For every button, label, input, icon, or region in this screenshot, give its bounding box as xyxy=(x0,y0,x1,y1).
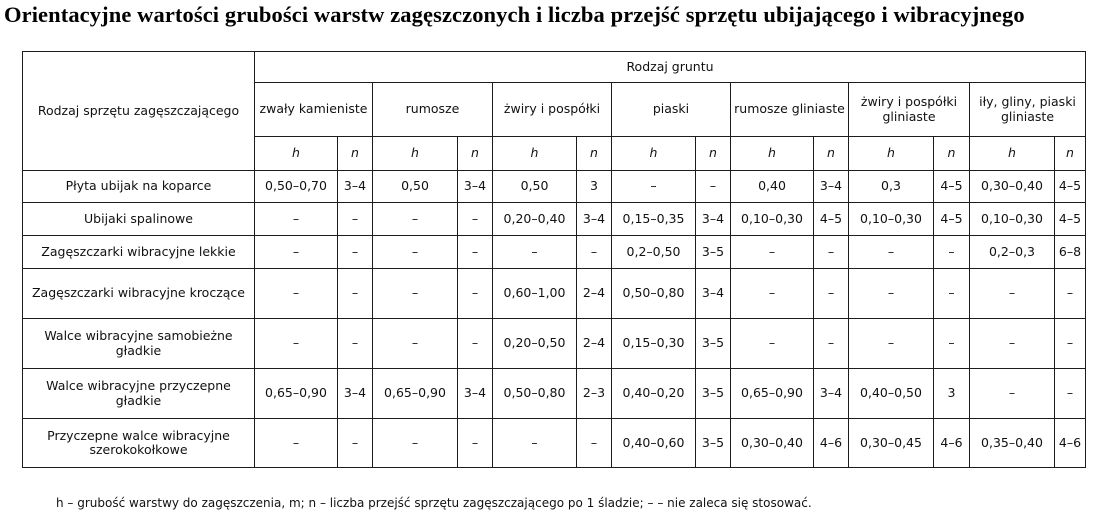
equipment-name: Walce wibracyjne przyczepne gładkie xyxy=(23,369,255,419)
passes-value: – xyxy=(338,203,373,236)
thickness-value: 0,40–0,50 xyxy=(849,369,934,419)
thickness-value: – xyxy=(493,419,577,468)
compaction-table xyxy=(22,51,1086,468)
thickness-value: – xyxy=(373,236,458,269)
passes-value: 2–4 xyxy=(577,319,612,369)
passes-value: – xyxy=(934,319,970,369)
thickness-value: – xyxy=(849,236,934,269)
passes-value: – xyxy=(338,319,373,369)
passes-value: – xyxy=(338,419,373,468)
n-column-header: n xyxy=(458,137,493,171)
passes-value: 2–3 xyxy=(577,369,612,419)
passes-value: 3 xyxy=(934,369,970,419)
thickness-value: 0,40–0,60 xyxy=(612,419,696,468)
thickness-value: 0,15–0,30 xyxy=(612,319,696,369)
thickness-value: 0,10–0,30 xyxy=(970,203,1055,236)
thickness-value: 0,50 xyxy=(493,171,577,203)
equipment-name: Walce wibracyjne samobieżne gładkie xyxy=(23,319,255,369)
thickness-value: – xyxy=(255,269,338,319)
thickness-value: – xyxy=(970,269,1055,319)
passes-value: – xyxy=(814,269,849,319)
passes-value: 3–4 xyxy=(814,369,849,419)
soil-type-header: Rodzaj gruntu xyxy=(255,52,1086,83)
passes-value: 3–4 xyxy=(458,369,493,419)
passes-value: 3 xyxy=(577,171,612,203)
thickness-value: 0,50 xyxy=(373,171,458,203)
thickness-value: 0,40–0,20 xyxy=(612,369,696,419)
soil-type-name: żwiry i pospółki gliniaste xyxy=(849,83,970,137)
table-row xyxy=(23,236,1086,269)
thickness-value: – xyxy=(255,236,338,269)
thickness-value: 0,10–0,30 xyxy=(849,203,934,236)
passes-value: – xyxy=(1055,369,1086,419)
thickness-value: 0,30–0,40 xyxy=(970,171,1055,203)
equipment-name: Zagęszczarki wibracyjne kroczące xyxy=(23,269,255,319)
h-column-header: h xyxy=(373,137,458,171)
soil-type-name: rumosze gliniaste xyxy=(731,83,849,137)
soil-type-name: żwiry i pospółki xyxy=(493,83,612,137)
h-column-header: h xyxy=(493,137,577,171)
thickness-value: – xyxy=(970,319,1055,369)
n-column-header: n xyxy=(814,137,849,171)
passes-value: 4–6 xyxy=(934,419,970,468)
passes-value: 3–5 xyxy=(696,369,731,419)
passes-value: – xyxy=(458,203,493,236)
h-column-header: h xyxy=(970,137,1055,171)
thickness-value: – xyxy=(255,203,338,236)
passes-value: – xyxy=(458,419,493,468)
passes-value: – xyxy=(1055,319,1086,369)
table-row xyxy=(23,369,1086,419)
passes-value: 3–4 xyxy=(338,171,373,203)
equipment-name: Przyczepne walce wibracyjne szerokokołkowe xyxy=(23,419,255,468)
passes-value: – xyxy=(577,419,612,468)
thickness-value: 0,65–0,90 xyxy=(255,369,338,419)
thickness-value: 0,50–0,80 xyxy=(612,269,696,319)
thickness-value: 0,60–1,00 xyxy=(493,269,577,319)
passes-value: 3–4 xyxy=(696,203,731,236)
h-column-header: h xyxy=(849,137,934,171)
passes-value: 4–5 xyxy=(814,203,849,236)
thickness-value: 0,30–0,45 xyxy=(849,419,934,468)
passes-value: – xyxy=(338,236,373,269)
equipment-name: Ubijaki spalinowe xyxy=(23,203,255,236)
thickness-value: – xyxy=(849,319,934,369)
table-row xyxy=(23,203,1086,236)
passes-value: 3–5 xyxy=(696,319,731,369)
passes-value: 4–5 xyxy=(934,203,970,236)
thickness-value: 0,65–0,90 xyxy=(731,369,814,419)
passes-value: 4–5 xyxy=(934,171,970,203)
thickness-value: – xyxy=(731,236,814,269)
thickness-value: – xyxy=(373,319,458,369)
thickness-value: – xyxy=(373,269,458,319)
table-row xyxy=(23,419,1086,468)
n-column-header: n xyxy=(577,137,612,171)
equipment-type-header: Rodzaj sprzętu zagęszczającego xyxy=(23,52,255,171)
thickness-value: – xyxy=(970,369,1055,419)
thickness-value: 0,40 xyxy=(731,171,814,203)
passes-value: 3–5 xyxy=(696,419,731,468)
passes-value: – xyxy=(934,269,970,319)
thickness-value: 0,30–0,40 xyxy=(731,419,814,468)
passes-value: 3–4 xyxy=(338,369,373,419)
thickness-value: – xyxy=(731,269,814,319)
thickness-value: 0,50–0,80 xyxy=(493,369,577,419)
thickness-value: 0,3 xyxy=(849,171,934,203)
passes-value: – xyxy=(814,236,849,269)
thickness-value: 0,2–0,50 xyxy=(612,236,696,269)
passes-value: – xyxy=(458,236,493,269)
thickness-value: – xyxy=(612,171,696,203)
passes-value: – xyxy=(577,236,612,269)
table-row xyxy=(23,319,1086,369)
passes-value: 4–6 xyxy=(814,419,849,468)
passes-value: 6–8 xyxy=(1055,236,1086,269)
passes-value: – xyxy=(814,319,849,369)
equipment-name: Płyta ubijak na koparce xyxy=(23,171,255,203)
thickness-value: 0,65–0,90 xyxy=(373,369,458,419)
equipment-name: Zagęszczarki wibracyjne lekkie xyxy=(23,236,255,269)
passes-value: 4–5 xyxy=(1055,171,1086,203)
passes-value: – xyxy=(458,319,493,369)
n-column-header: n xyxy=(338,137,373,171)
passes-value: 3–4 xyxy=(458,171,493,203)
table-row xyxy=(23,269,1086,319)
thickness-value: 0,10–0,30 xyxy=(731,203,814,236)
thickness-value: – xyxy=(731,319,814,369)
thickness-value: – xyxy=(373,419,458,468)
thickness-value: 0,20–0,40 xyxy=(493,203,577,236)
passes-value: 4–5 xyxy=(1055,203,1086,236)
passes-value: 3–4 xyxy=(696,269,731,319)
passes-value: 3–4 xyxy=(577,203,612,236)
thickness-value: – xyxy=(849,269,934,319)
h-column-header: h xyxy=(255,137,338,171)
thickness-value: – xyxy=(373,203,458,236)
passes-value: – xyxy=(696,171,731,203)
footnote: h – grubość warstwy do zagęszczenia, m; n – liczba przejść sprzętu zagęszczającego po 1 śladzie; – – nie zaleca się stosować. xyxy=(56,496,812,510)
passes-value: – xyxy=(458,269,493,319)
passes-value: 3–5 xyxy=(696,236,731,269)
n-column-header: n xyxy=(1055,137,1086,171)
thickness-value: 0,35–0,40 xyxy=(970,419,1055,468)
thickness-value: 0,15–0,35 xyxy=(612,203,696,236)
passes-value: – xyxy=(934,236,970,269)
table-row xyxy=(23,171,1086,203)
thickness-value: – xyxy=(255,419,338,468)
passes-value: – xyxy=(338,269,373,319)
n-column-header: n xyxy=(934,137,970,171)
page-title: Orientacyjne wartości grubości warstw zagęszczonych i liczba przejść sprzętu ubijającego i wibracyjnego xyxy=(4,2,1025,27)
soil-type-name: iły, gliny, piaski gliniaste xyxy=(970,83,1086,137)
passes-value: 4–6 xyxy=(1055,419,1086,468)
passes-value: 3–4 xyxy=(814,171,849,203)
h-column-header: h xyxy=(612,137,696,171)
n-column-header: n xyxy=(696,137,731,171)
thickness-value: – xyxy=(493,236,577,269)
soil-type-name: piaski xyxy=(612,83,731,137)
passes-value: 2–4 xyxy=(577,269,612,319)
soil-type-name: zwały kamieniste xyxy=(255,83,373,137)
passes-value: – xyxy=(1055,269,1086,319)
h-column-header: h xyxy=(731,137,814,171)
thickness-value: 0,2–0,3 xyxy=(970,236,1055,269)
thickness-value: 0,20–0,50 xyxy=(493,319,577,369)
thickness-value: – xyxy=(255,319,338,369)
soil-type-name: rumosze xyxy=(373,83,493,137)
thickness-value: 0,50–0,70 xyxy=(255,171,338,203)
